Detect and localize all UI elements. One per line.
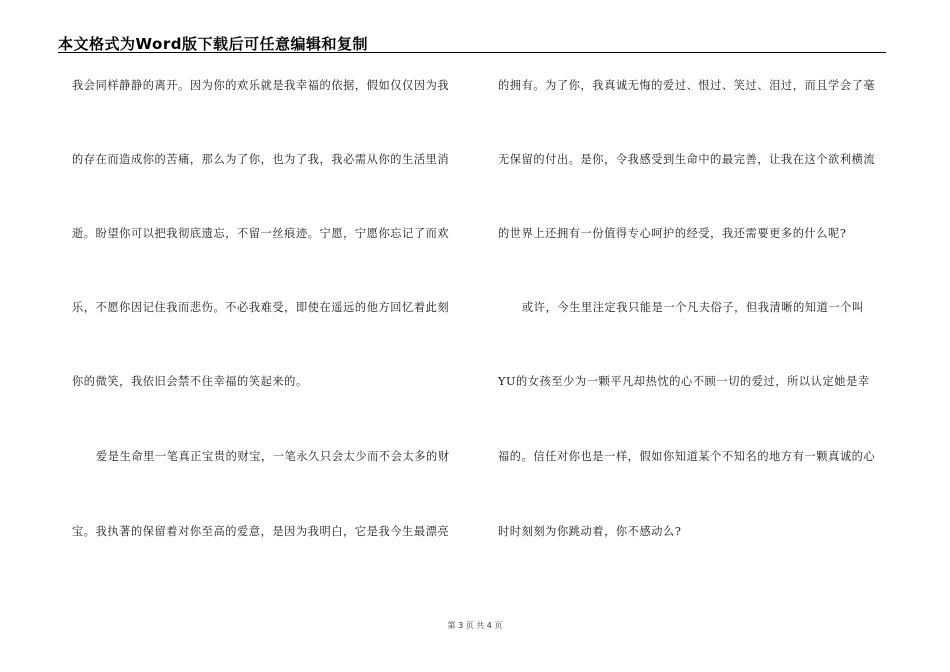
document-header-title: 本文格式为Word版下载后可任意编辑和复制 <box>58 35 368 53</box>
text-line: 福的。信任对你也是一样，假如你知道某个不知名的地方有一颗真诚的心 <box>498 450 876 463</box>
text-line: 爱是生命里一笔真正宝贵的财宝，一笔永久只会太少而不会太多的财 <box>96 450 450 463</box>
text-line: 我会同样静静的离开。因为你的欢乐就是我幸福的依据，假如仅仅因为我 <box>72 79 450 92</box>
text-line: 逝。盼望你可以把我彻底遗忘，不留一丝痕迹。宁愿，宁愿你忘记了而欢 <box>72 227 450 240</box>
page-number-footer: 第 3 页 共 4 页 <box>447 621 503 630</box>
text-line: YU的女孩至少为一颗平凡却热忱的心不顾一切的爱过，所以认定她是幸 <box>498 375 870 388</box>
text-line: 或许，今生里注定我只能是一个凡夫俗子，但我清晰的知道一个叫 <box>522 301 864 314</box>
text-line: 乐，不愿你因记住我而悲伤。不必我难受，即使在遥远的他方回忆着此刻 <box>72 301 450 314</box>
text-line: 时时刻刻为你跳动着，你不感动么? <box>498 525 682 538</box>
text-line: 的存在而造成你的苦痛，那么为了你，也为了我，我必需从你的生活里消 <box>72 153 450 166</box>
text-line: 你的微笑，我依旧会禁不住幸福的笑起来的。 <box>72 375 308 388</box>
text-line: 的拥有。为了你，我真诚无悔的爱过、恨过、笑过、泪过，而且学会了毫 <box>498 79 876 92</box>
text-line: 的世界上还拥有一份值得专心呵护的经受，我还需要更多的什么呢? <box>498 227 847 240</box>
text-line: 宝。我执著的保留着对你至高的爱意，是因为我明白，它是我今生最漂亮 <box>72 525 450 538</box>
header-divider <box>58 52 886 53</box>
text-line: 无保留的付出。是你，令我感受到生命中的最完善，让我在这个欲利横流 <box>498 153 876 166</box>
